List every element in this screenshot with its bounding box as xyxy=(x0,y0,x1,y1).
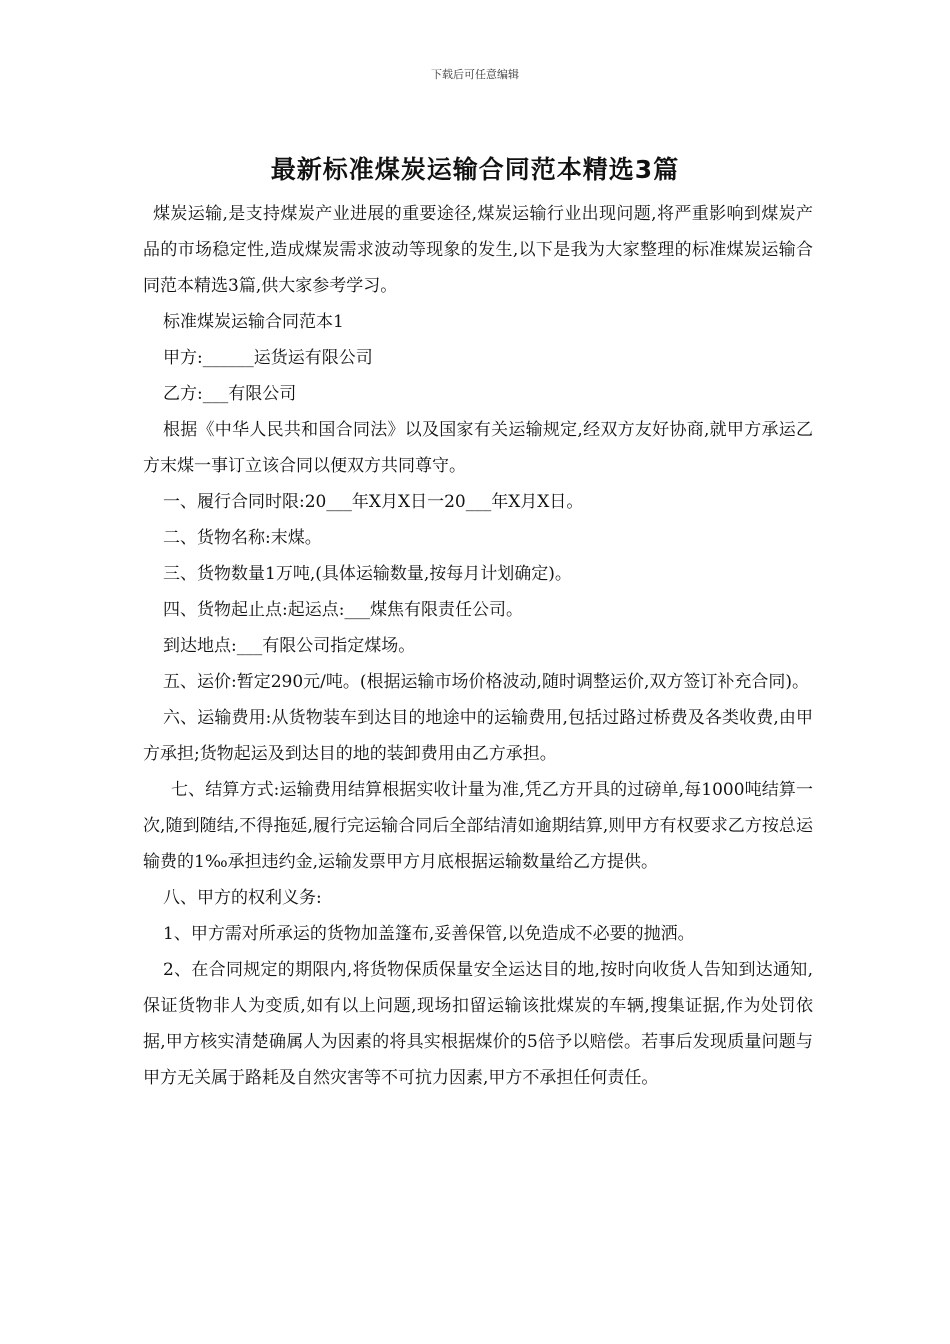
clause-5-price: 五、运价:暂定290元/吨。(根据运输市场价格波动,随时调整运价,双方签订补充合同)。 xyxy=(163,672,809,692)
clause-6-costs: 六、运输费用:从货物装车到达目的地途中的运输费用,包括过路过桥费及各类收费,由甲方承担;货物起运及到达目的地的装卸费用由乙方承担。 xyxy=(143,708,813,764)
header-note: 下载后可任意编辑 xyxy=(431,68,519,81)
clause-1-term: 一、履行合同时限:20___年X月X日一20___年X月X日。 xyxy=(163,492,584,512)
clause-8-item-2: 2、在合同规定的期限内,将货物保质保量安全运达目的地,按时向收货人告知到达通知,保证货物非人为变质,如有以上问题,现场扣留运输该批煤炭的车辆,搜集证据,作为处罚依据,甲方核实清楚确属人为因素的将具实根据煤价的5倍予以赔偿。若事后发现质量问题与甲方无关属于路耗及自然灾害等不可抗力因素,甲方不承担任何责任。 xyxy=(143,960,813,1088)
party-a: 甲方:______运货运有限公司 xyxy=(163,348,373,368)
clause-8-item-1: 1、甲方需对所承运的货物加盖篷布,妥善保管,以免造成不必要的抛洒。 xyxy=(163,924,695,944)
preamble-paragraph: 根据《中华人民共和国合同法》以及国家有关运输规定,经双方友好协商,就甲方承运乙方末煤一事订立该合同以便双方共同尊守。 xyxy=(143,420,813,476)
clause-8-heading: 八、甲方的权利义务: xyxy=(163,888,322,908)
document-body xyxy=(143,196,813,1096)
clause-3-quantity: 三、货物数量1万吨,(具体运输数量,按每月计划确定)。 xyxy=(163,564,572,584)
clause-7-settlement: 七、结算方式:运输费用结算根据实收计量为准,凭乙方开具的过磅单,每1000吨结算一次,随到随结,不得拖延,履行完运输合同后全部结清如逾期结算,则甲方有权要求乙方按总运输费的1‰承担违约金,运输发票甲方月底根据运输数量给乙方提供。 xyxy=(143,780,813,872)
contract-heading: 标准煤炭运输合同范本1 xyxy=(163,312,344,332)
document-title: 最新标准煤炭运输合同范本精选3篇 xyxy=(270,155,680,184)
party-b: 乙方:___有限公司 xyxy=(163,384,297,404)
clause-2-goods-name: 二、货物名称:末煤。 xyxy=(163,528,322,548)
clause-4-origin: 四、货物起止点:起运点:___煤焦有限责任公司。 xyxy=(163,600,523,620)
clause-4-destination: 到达地点:___有限公司指定煤场。 xyxy=(163,636,416,656)
intro-paragraph: 煤炭运输,是支持煤炭产业进展的重要途径,煤炭运输行业出现问题,将严重影响到煤炭产品的市场稳定性,造成煤炭需求波动等现象的发生,以下是我为大家整理的标准煤炭运输合同范本精选3篇,供大家参考学习。 xyxy=(143,204,813,296)
